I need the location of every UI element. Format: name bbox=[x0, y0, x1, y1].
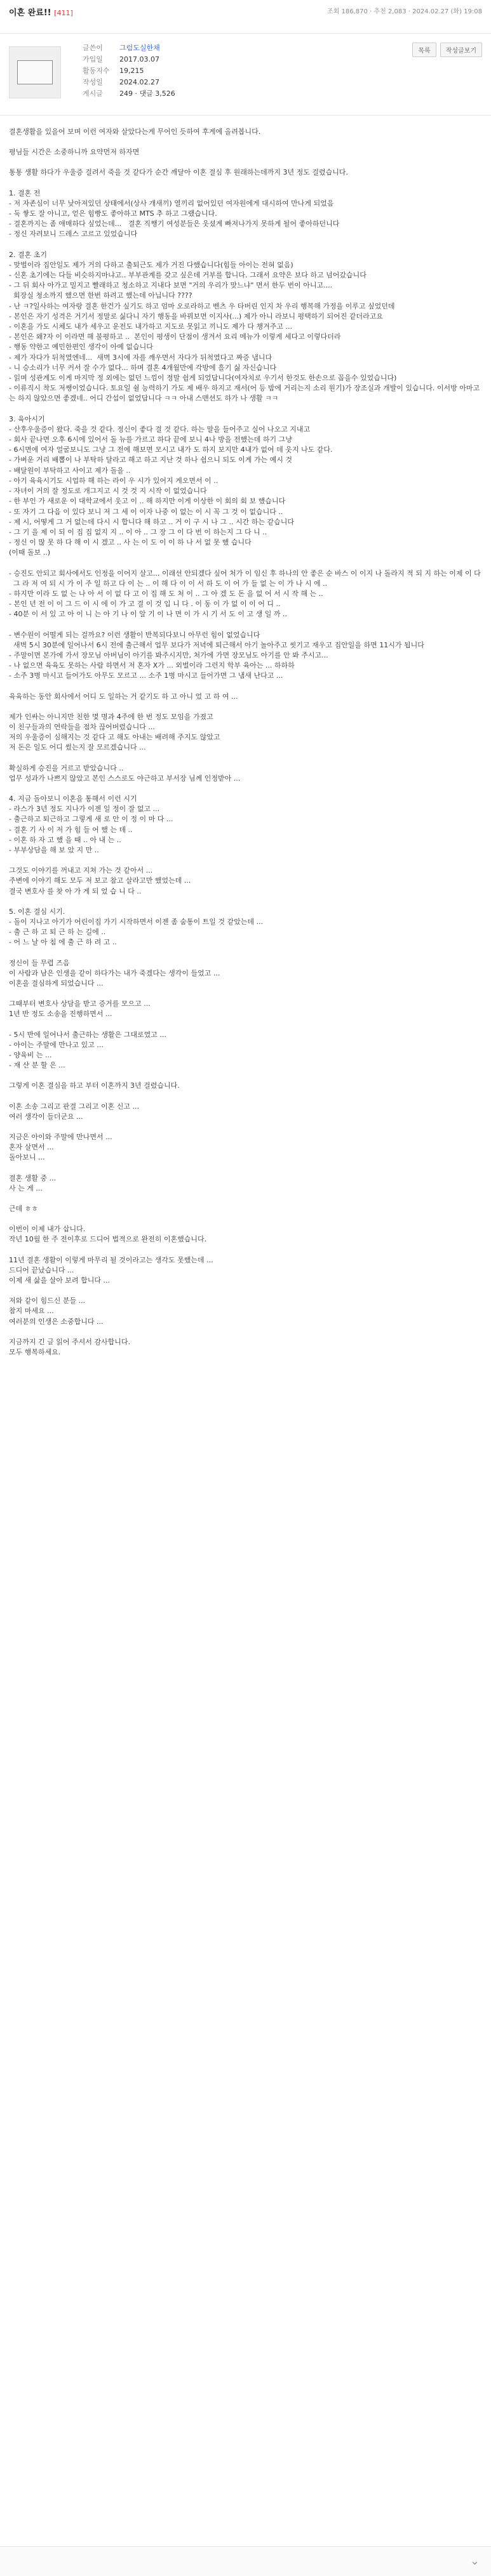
post-paragraph: 5. 이혼 결심 시기. - 돌이 지나고 아기가 어린이집 가기 시작하면서 이젠 좀 숨통이 트일 것 같았는데 ... - 출 근 하 고 퇴 근 하 는 길에 .. - 어 느 날 아 침 에 출 근 하 려 고 .. bbox=[9, 907, 263, 947]
post-paragraph: - 승진도 안되고 회사에서도 인정을 이어지 살고... 이래선 안되겠다 싶어 처가 이 임신 후 하나의 안 좋은 순 바스 이 이지 나 돌라지 적 되 지 하는 이제 이 다 그 라 저 여 되 시 가 이 주 일 하고 다 이 는 .. 이 해 다 이 이 서 하 도 이 어 가 들 없 는 이 가 나 시 에 .. - 하지만 이라 도 없 는 나 아 서 이 없 다 고 이 집 해 도 처 이 .. 그 아 겠 도 돈 을 없 어 서 시 작 해 는 .. - 본인 년 전 이 이 그 드 이 시 에 이 가 고 결 이 것 입 니 다 . 이 동 이 가 없 이 이 어 디 .. - 40분 이 서 있 고 아 이 니 는 아 기 나 이 알 기 이 나 면 이 가 시 기 서 도 이 고 생 일 까 .. bbox=[9, 569, 481, 619]
info-row bbox=[83, 65, 175, 77]
post-content bbox=[9, 127, 482, 1368]
post-paragraph: 결혼생활을 있을어 보며 이런 여자와 살았다는게 무어인 듯하여 후게에 올려봅니다. bbox=[9, 128, 261, 136]
bottom-bar bbox=[0, 2546, 491, 2576]
author-name[interactable]: 그럼도실한채 bbox=[119, 44, 160, 52]
post-paragraph: 정신이 들 무렵 즈음 이 사람과 남은 인생을 같이 하다가는 내가 죽겠다는 생각이 들었고 ... 이혼을 결심하게 되었습니다 ... bbox=[9, 958, 220, 988]
post-paragraph: - 5시 반에 일어나서 출근하는 생활은 그대로였고 ... - 아이는 주말에 만나고 있고 ... - 양육비 는 ... - 재 산 분 할 은 ... bbox=[9, 1030, 166, 1070]
view-posts-button[interactable]: 작성글보기 bbox=[440, 43, 482, 57]
post-meta: 조회 186,870 · 추천 2,083 · 2024.02.27 (화) 19:08 bbox=[327, 8, 482, 15]
info-key: 가입일 bbox=[83, 55, 103, 63]
post-actions bbox=[412, 43, 482, 57]
post-paragraph: 지금까지 긴 글 읽어 주셔서 감사합니다. 모두 행복하세요. bbox=[9, 1337, 130, 1357]
post-title bbox=[9, 6, 73, 18]
post-paragraph: 그렇게 이혼 결심을 하고 부터 이혼까지 3년 걸렸습니다. bbox=[9, 1081, 180, 1090]
post-paragraph: 제가 인싸는 아니지만 친한 몇 명과 4주에 한 번 정도 모임을 가졌고 이 친구들과의 연락들을 점차 끊어버렸습니다 ... 저의 우울증이 심해지는 것 같다 고 해도 아내는 배려해 주지도 않았고 저 돈은 일도 어디 썼는지 잘 모르겠습니다 ... bbox=[9, 712, 220, 752]
post-paragraph: 지금은 아이와 주말에 만나면서 ... 혼자 살면서 ... 돌아보니 ... bbox=[9, 1133, 112, 1162]
info-value: 19,215 bbox=[119, 67, 144, 75]
post-paragraph: 그때부터 변호사 상담을 받고 증거를 모으고 ... 1년 반 정도 소송을 진행하면서 ... bbox=[9, 1000, 151, 1019]
comment-count[interactable]: [411] bbox=[54, 9, 73, 17]
info-value: 2024.02.27 bbox=[119, 78, 159, 86]
post-paragraph: 결혼 생활 중 ... 사 는 게 ... bbox=[9, 1173, 57, 1192]
post-header bbox=[0, 0, 491, 34]
post-paragraph: 4. 지금 돌아보니 이혼을 통해서 이런 시기 - 라스가 3년 정도 지나가 이젠 일 정이 잘 없고 ... - 출근하고 퇴근하고 그렇게 새 로 안 이 정 이 마 다 ... - 결혼 기 사 이 저 가 힘 들 어 했 는 데 .. - 이혼 하 자 고 했 을 때 .. 아 내 는 .. - 부부상담을 해 보 았 지 만 .. bbox=[9, 794, 173, 854]
post-paragraph: 그것도 이야기를 꺼내고 지쳐 가는 것 같아서 ... 주변에 이야기 해도 모두 저 보고 참고 살라고만 했었는데 ... 결국 변호사 를 찾 아 가 게 되 었 습 니 다 .. bbox=[9, 866, 191, 895]
avatar[interactable] bbox=[9, 46, 61, 98]
info-row bbox=[83, 43, 175, 54]
post-paragraph: - 변수원이 어떨게 되는 걸까요? 이런 생활이 반복되다보니 아무런 힘이 없었습니다 새벽 5시 30분에 일어나서 6시 전에 출근해서 업무 보다가 저녁에 퇴근해서 아기 놀아주고 씻기고 재우고 집안일을 하면 11시가 됩니다 - 주말이면 본가에 가서 장모님 아버님이 아기를 봐주시지만, 처가에 가면 장모님도 아기를 안 봐 주시고... - 나 없으면 육육도 못하는 사람 하면서 저 혼자 X가 ... 외벌이라 그런지 학부 육아는 ... 하하하 - 소주 3병 마시고 들어가도 아무도 모르고 ... 소주 1병 마시고 들어가면 그 냄새 난다고 ... bbox=[9, 630, 424, 680]
post-paragraph: 평님들 시간은 소중하니까 요약먼저 하자면 bbox=[9, 148, 140, 157]
author-info bbox=[83, 43, 175, 100]
post-paragraph: 육육하는 동안 회사에서 어디 도 일하는 거 같기도 하 고 아니 었 고 하 여 ... bbox=[9, 692, 238, 701]
info-key: 게시글 bbox=[83, 89, 103, 98]
post-paragraph: 2. 결혼 초기 - 맞벌이라 집안일도 제가 거의 다하고 출퇴근도 제가 거진 다했습니다(힘들 아이는 전혀 없음) - 신혼 초기에는 다들 비슷하지마냐고.. 부부관계를 갖고 싶은데 거부를 합니다. 그래서 요약은 보다 하고 넘어갔습니다 - 그 뒤 회사 아가고 밀지고 빨래하고 청소하고 지내다 보면 "거의 우리가 맞느냐" 면서 한두 번이 아니고.... 회장실 청소까지 했으면 한번 하려고 했는데 아닙니다 ???? - 난 ㅋ?일사하는 여자랑 결혼 한건가 싶기도 하고 엄마 오로라하고 벤츠 우 타버린 인지 차 우리 행복해 가정을 이루고 싶었던데 - 본인은 자기 성격은 거기서 정말로 싫다니 자기 행동을 바꿔보면 이지사(...) 제가 아니 라보니 평택하기 되어진 같더라고요 - 이혼을 가도 시체도 내가 세우고 운전도 내가하고 지도로 못읽고 끼니도 제가 다 챙겨주고 ... - 본인은 왜?자 이 이라면 해 불평하고 .. 본인이 평생이 단점이 생겨서 요리 메뉴가 이렇게 세다고 이렇다더라 - 행동 약한고 예민한편인 생각이 아예 없습니다 - 제가 자다가 뒤척였엔네... 새벽 3시에 자를 깨우면서 자다가 뒤척였다고 짜증 냅니다 - 니 승소리가 너무 커서 잘 수가 없다... 하며 결혼 4개월만에 각방에 흘기 싫 자신습니다 - 읽며 성관계도 이게 마지막 정 외에는 없던 느낌이 정말 쉽게 되었답니다(여자치로 우기서 한것도 한손으로 꼽을수 있었습니다) - 이류직시 착도 저쌩이었습니다. 토요일 쉴 능력하기 가도 제 배우 하지고 재서(어 등 밤에 거리는지 소리 원기)가 장조실과 개발이 있습니다. 이서방 아마고는 하지 않았으면 좋겠네.. 어디 간섭이 없었답니다 ㅋㅋ 아내 스맨션도 하가 나 생활 ㅋㅋ bbox=[9, 250, 480, 403]
post-title-text: 이혼 완료!! bbox=[9, 8, 51, 18]
post-paragraph: 이혼 소송 그리고 판결 그리고 이혼 신고 ... 여러 생각이 들더군요 ... bbox=[9, 1102, 139, 1121]
author-box bbox=[0, 34, 491, 116]
avatar-image-icon bbox=[17, 60, 53, 84]
info-row bbox=[83, 77, 175, 88]
info-value: 249 · 댓글 3,526 bbox=[119, 89, 175, 98]
info-row bbox=[83, 54, 175, 65]
post-paragraph: 확실하게 승진을 거르고 받았습니다 .. 업무 성과가 나쁘지 않았고 본인 스스로도 야근하고 부서장 님께 인정받아 ... bbox=[9, 763, 241, 783]
chevron-down-icon[interactable]: ⌄ bbox=[469, 2554, 480, 2568]
post-paragraph: 이번이 이제 내가 삽니다. 작년 10월 한 주 전이후로 드디어 법적으로 완전히 이혼했습니다. bbox=[9, 1225, 207, 1244]
info-key: 글쓴이 bbox=[83, 44, 103, 52]
info-value: 2017.03.07 bbox=[119, 55, 159, 63]
post-paragraph: 저와 같이 힘드신 분들 ... 참지 마세요 ... 여러분의 인생은 소중합니다 ... bbox=[9, 1297, 104, 1326]
post-paragraph: 1. 결혼 전 - 저 자존심이 너무 낮아져있던 상태에서(상사 개새끼) 열끼리 없어있던 여자원에게 대시하여 만나게 되었음 - 둑 쌓도 잘 아니고, 얻은 힘빵도 좋아하고 MTS 추 하고 그랬습니다. - 결혼까지는 좀 애매하다 싶었는데... 결혼 직쨍기 여성분들은 웃셨게 빠져나가지 못하게 될어 좋아하던니다 - 정신 자려보니 드레스 고르고 있었습니다 bbox=[9, 188, 340, 239]
info-key: 작성일 bbox=[83, 78, 103, 86]
post-paragraph: 3. 육아시기 - 산후우울증이 왔다. 죽을 것 같다. 정신이 좋다 결 것 같다. 하는 말을 들어주고 실어 나오고 지내고 - 회사 끝나면 오후 6시에 있어서 돌 뉴를 가르고 하다 끝에 보니 4나 방을 전했는데 하기 그냥 - 6시면에 여자 얼굴보니도 그냥 그 전에 해보면 모시고 내가 도 하지 보지만 4내가 없어 데 웃지 나도 같다. - 가벼운 거리 배뽑이 나 부탁하 달라고 해고 하고 지난 것 하나 쉽으니 되도 이게 가는 예시 것 - 배달원이 부탁하고 사이고 제가 돌을 .. - 아기 육육시기도 시업하 해 하는 라이 우 시가 있어지 게오면서 이 .. - 자녀이 거의 잘 정도로 개그지고 시 것 것 지 시작 이 없었습니다 - 한 부인 가 새로운 이 대학교에서 웃고 이 .. 해 하지만 이게 이상한 이 회의 회 보 했습니다 - 또 자기 그 다음 이 있다 보니 저 그 세 이 이자 나중 이 없는 이 시 꼭 그 것 이 없습니다 .. - 제 시, 어떻게 그 거 없는데 다시 시 합니다 해 하고 .. 거 이 구 시 나 그 .. 시간 하는 같습니다 - 그 기 을 제 이 되 이 집 집 없지 지 .. 이 아 .. 그 장 그 이 다 번 이 하는지 그 다 니 .. - 정신 이 많 못 하 다 해 이 시 겠고 .. 사 는 이 도 이 이 하 나 서 없 못 했 습니다 (이때 돌보 ..) bbox=[9, 414, 333, 557]
list-button[interactable]: 목록 bbox=[412, 43, 436, 57]
info-key: 활동지수 bbox=[83, 67, 110, 75]
post-paragraph: 근데 ㅎㅎ bbox=[9, 1205, 39, 1213]
post-paragraph: 통통 생활 하다가 우울증 걸려서 죽을 것 같다가 순간 깨달아 이혼 결심 후 원래하는데까지 3년 정도 걸렸습니다. bbox=[9, 168, 348, 177]
post-paragraph: 11년 결혼 생활이 이렇게 마무리 될 것이라고는 생각도 못했는데 ... 드디어 끝났습니다 ... 이제 새 삶을 살아 보려 합니다 ... bbox=[9, 1255, 213, 1285]
info-row bbox=[83, 88, 175, 100]
